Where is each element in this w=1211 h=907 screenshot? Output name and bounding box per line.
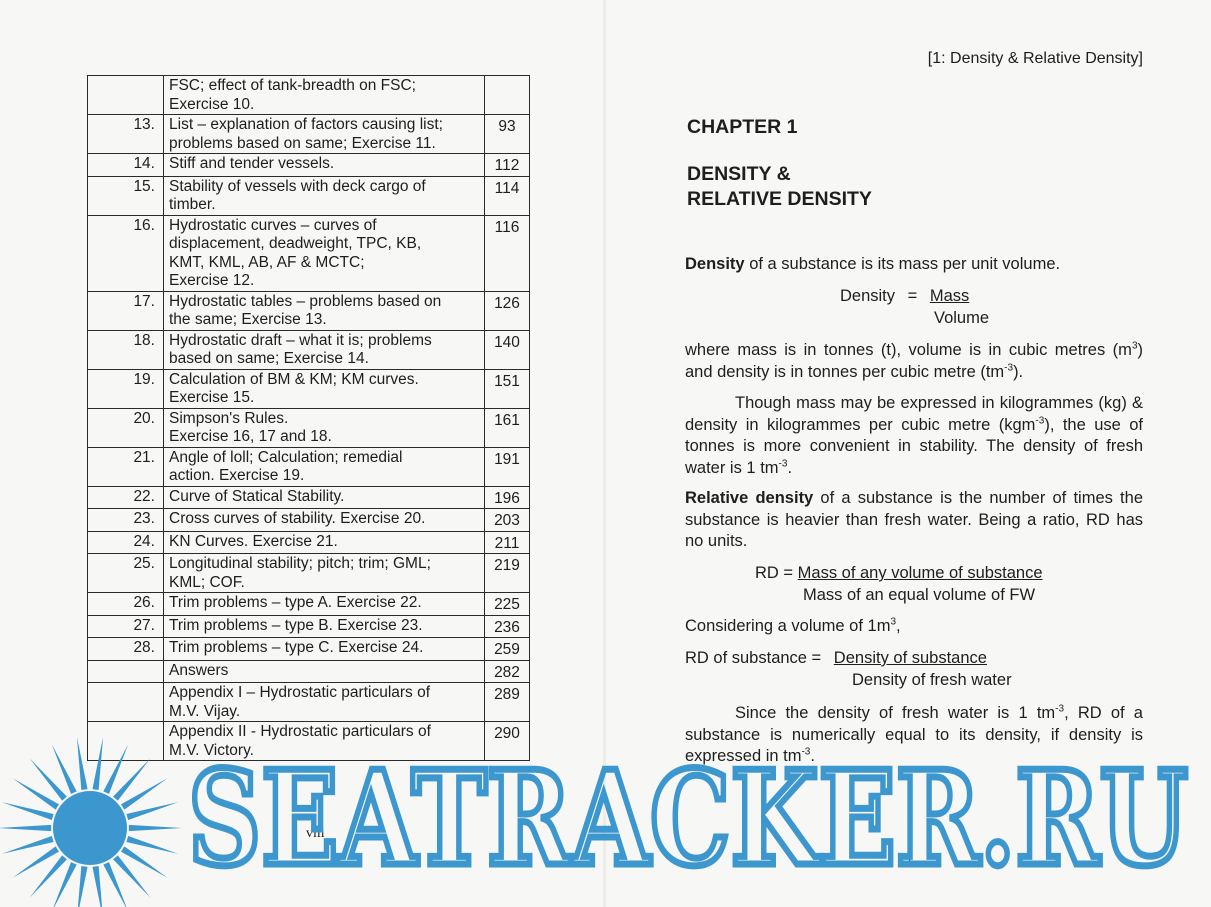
chapter-number: 22. [88,486,164,509]
sun-ray [126,836,178,854]
chapter-topic [164,638,485,661]
tonnes-sup-2: -3 [778,458,788,469]
chapter-page-number: 196 [485,486,530,509]
density-definition-text: of a substance is its mass per unit volume. [744,255,1061,273]
chapter-topic-line: FSC; effect of tank-breadth on FSC; [169,77,416,94]
chapter-topic [164,408,485,447]
chapter-topic-line: based on same; Exercise 14. [169,350,369,367]
chapter-title-line-2: RELATIVE DENSITY [687,188,872,210]
chapter-number: 18. [88,330,164,369]
chapter-topic [164,531,485,554]
contents-row [88,330,530,369]
left-page-number: viii [306,826,325,841]
sun-ray [0,825,51,831]
relative-density-term: Relative density [685,489,814,507]
rd-mass-formula-lhs: RD = [755,564,794,582]
rd-mass-formula-numerator: Mass of any volume of substance [797,564,1043,582]
chapter-topic-line: Exercise 12. [169,272,255,289]
chapter-topic [164,615,485,638]
contents-table [87,75,530,761]
right-page-number: 1 [906,855,913,870]
chapter-page-number: 126 [485,291,530,330]
chapter-page-number: 140 [485,330,530,369]
chapter-topic-line: Trim problems – type C. Exercise 24. [169,639,424,656]
chapter-topic-line: Calculation of BM & KM; KM curves. [169,370,419,388]
chapter-number: 16. [88,215,164,291]
sun-disc [53,791,127,865]
sun-ray [126,802,178,820]
chapter-page-number [485,76,530,115]
volume-text-a: Considering a volume of 1m [685,617,891,635]
contents-row [88,115,530,154]
tonnes-text-c: . [787,458,793,477]
contents-row [88,486,530,509]
sun-logo-icon [0,737,182,907]
density-formula [840,286,969,308]
contents-row [88,593,530,616]
chapter-label: CHAPTER 1 [687,116,798,138]
relative-density-text: of a substance is the number of times the substance is heavier than fresh water. Being a ratio, RD has no units. [685,489,1143,550]
volume-paragraph [685,616,1143,638]
chapter-number [88,660,164,683]
density-formula-lhs: Density [840,287,896,305]
chapter-number: 14. [88,154,164,177]
chapter-number: 23. [88,509,164,532]
chapter-topic-line: Answers [169,661,229,679]
chapter-number: 25. [88,554,164,593]
chapter-topic-line: Hydrostatic curves – curves of [169,216,377,234]
chapter-topic [164,154,485,177]
rd-mass-formula [755,563,1043,585]
chapter-page-number: 211 [485,531,530,554]
units-paragraph [685,340,1143,383]
chapter-topic-line: Longitudinal stability; pitch; trim; GML; [169,555,431,572]
chapter-number: 27. [88,615,164,638]
contents-row [88,176,530,215]
rd-density-formula-numerator: Density of substance [833,649,987,667]
equality-sup-1: -3 [1055,703,1065,715]
chapter-number: 21. [88,447,164,486]
chapter-topic-line: Cross curves of stability. Exercise 20. [169,510,426,527]
chapter-number: 28. [88,638,164,661]
chapter-page-number: 161 [485,408,530,447]
chapter-topic [164,291,485,330]
chapter-page-number: 236 [485,615,530,638]
chapter-topic-line: Exercise 10. [169,95,255,113]
chapter-topic [164,509,485,532]
rd-density-formula-lhs: RD of substance = [685,649,822,667]
chapter-topic-line: Appendix I – Hydrostatic particulars of [169,684,431,701]
chapter-topic-line: Simpson's Rules. [169,409,289,427]
chapter-topic-line: Exercise 16, 17 and 18. [169,428,332,445]
chapter-topic-line: Curve of Statical Stability. [169,487,345,505]
tonnes-text-a: Though mass may be expressed in kilogrammes (kg) & density in kilogrammes per cubic metre (kgm [685,394,1143,434]
tonnes-sup-1: -3 [1035,415,1045,426]
contents-row [88,660,530,683]
chapter-number: 17. [88,291,164,330]
units-text-a: where mass is in tonnes (t), volume is in cubic metres (m [685,341,1132,359]
chapter-page-number: 112 [485,154,530,177]
chapter-page-number: 116 [485,215,530,291]
sun-ray [92,737,103,790]
sun-ray [2,836,54,854]
contents-row [88,638,530,661]
chapter-topic-line: action. Exercise 19. [169,467,305,484]
chapter-number: 24. [88,531,164,554]
contents-row [88,291,530,330]
chapter-topic-line: KML; COF. [169,573,245,591]
sun-ray [129,825,182,831]
equality-text-a: Since the density of fresh water is 1 tm [735,704,1056,722]
chapter-number: 13. [88,115,164,154]
chapter-page-number: 114 [485,176,530,215]
contents-row [88,408,530,447]
chapter-topic-line: M.V. Vijay. [169,702,241,720]
chapter-topic [164,215,485,291]
units-text-b: ) and density is in tonnes per cubic metre (tm [685,341,1143,381]
watermark-text: SEATRACKER.RU [188,742,1188,895]
volume-text-b: , [896,617,901,635]
contents-row [88,76,530,115]
contents-row [88,447,530,486]
relative-density-definition [685,488,1143,553]
sun-ray [77,866,88,907]
chapter-topic-line: displacement, deadweight, TPC, KB, [169,235,422,252]
chapter-topic-line: the same; Exercise 13. [169,311,327,328]
tonnes-text-b: ), the use of tonnes is more convenient in stability. The density of fresh water is 1 tm [685,415,1143,477]
rd-density-formula [685,648,987,670]
sun-ray [92,866,103,907]
chapter-page-number: 282 [485,660,530,683]
chapter-topic-line: Stiff and tender vessels. [169,155,335,172]
chapter-page-number: 290 [485,722,530,761]
equality-sup-2: -3 [801,746,811,758]
rd-density-formula-denominator: Density of fresh water [852,671,1012,689]
contents-row [88,509,530,532]
chapter-topic [164,76,485,115]
running-header: [1: Density & Relative Density] [927,50,1143,67]
chapter-title [687,162,872,212]
chapter-topic [164,683,485,722]
units-text-c: ). [1013,362,1024,381]
units-sup-2: -3 [1004,362,1014,373]
chapter-page-number: 203 [485,509,530,532]
contents-row [88,683,530,722]
chapter-topic-line: Trim problems – type B. Exercise 23. [169,616,423,634]
sun-ray [2,802,54,820]
density-formula-numerator: Mass [929,287,970,305]
chapter-page-number: 191 [485,447,530,486]
chapter-title-line-1: DENSITY & [687,163,791,185]
contents-row [88,154,530,177]
units-sup-1: 3 [1131,340,1138,352]
chapter-topic-line: KN Curves. Exercise 21. [169,532,338,550]
chapter-number [88,76,164,115]
chapter-number: 19. [88,369,164,408]
chapter-page-number: 289 [485,683,530,722]
chapter-topic [164,369,485,408]
chapter-topic-line: problems based on same; Exercise 11. [169,134,436,152]
chapter-topic [164,330,485,369]
chapter-number [88,683,164,722]
equality-text-b: , RD of a substance is numerically equal to its density, if density is expressed in tm [685,704,1143,765]
chapter-number: 15. [88,176,164,215]
chapter-topic [164,176,485,215]
chapter-page-number: 219 [485,554,530,593]
chapter-topic-line: Hydrostatic draft – what it is; problems [169,331,432,349]
chapter-page-number: 259 [485,638,530,661]
chapter-topic [164,554,485,593]
chapter-topic-line: Trim problems – type A. Exercise 22. [169,594,422,611]
chapter-number: 26. [88,593,164,616]
chapter-topic [164,486,485,509]
contents-row [88,615,530,638]
density-definition [685,254,1143,276]
density-formula-equals: = [907,287,918,305]
density-formula-denominator: Volume [934,309,990,327]
chapter-topic-line: M.V. Victory. [169,741,254,759]
chapter-topic [164,593,485,616]
equality-text-c: . [810,747,815,765]
chapter-page-number: 151 [485,369,530,408]
chapter-topic-line: Exercise 15. [169,389,255,406]
chapter-topic-line: Hydrostatic tables – problems based on [169,292,442,310]
chapter-topic-line: Angle of loll; Calculation; remedial [169,448,403,466]
contents-row [88,531,530,554]
chapter-topic [164,660,485,683]
density-term: Density [685,255,745,273]
seatracker-watermark [0,728,1211,907]
chapter-topic-line: List – explanation of factors causing list; [169,116,443,133]
contents-table-body [88,76,530,761]
sun-ray [77,737,88,790]
tonnes-paragraph [685,393,1143,479]
chapter-page-number: 225 [485,593,530,616]
chapter-topic-line: timber. [169,196,216,213]
volume-sup: 3 [890,616,896,628]
contents-row [88,554,530,593]
chapter-topic [164,447,485,486]
contents-row [88,215,530,291]
chapter-topic-line: KMT, KML, AB, AF & MCTC; [169,253,365,271]
rd-mass-formula-denominator: Mass of an equal volume of FW [803,586,1036,604]
chapter-page-number: 93 [485,115,530,154]
chapter-topic-line: Appendix II - Hydrostatic particulars of [169,723,431,740]
chapter-number: 20. [88,408,164,447]
chapter-topic-line: Stability of vessels with deck cargo of [169,177,426,195]
contents-row [88,369,530,408]
chapter-topic [164,115,485,154]
